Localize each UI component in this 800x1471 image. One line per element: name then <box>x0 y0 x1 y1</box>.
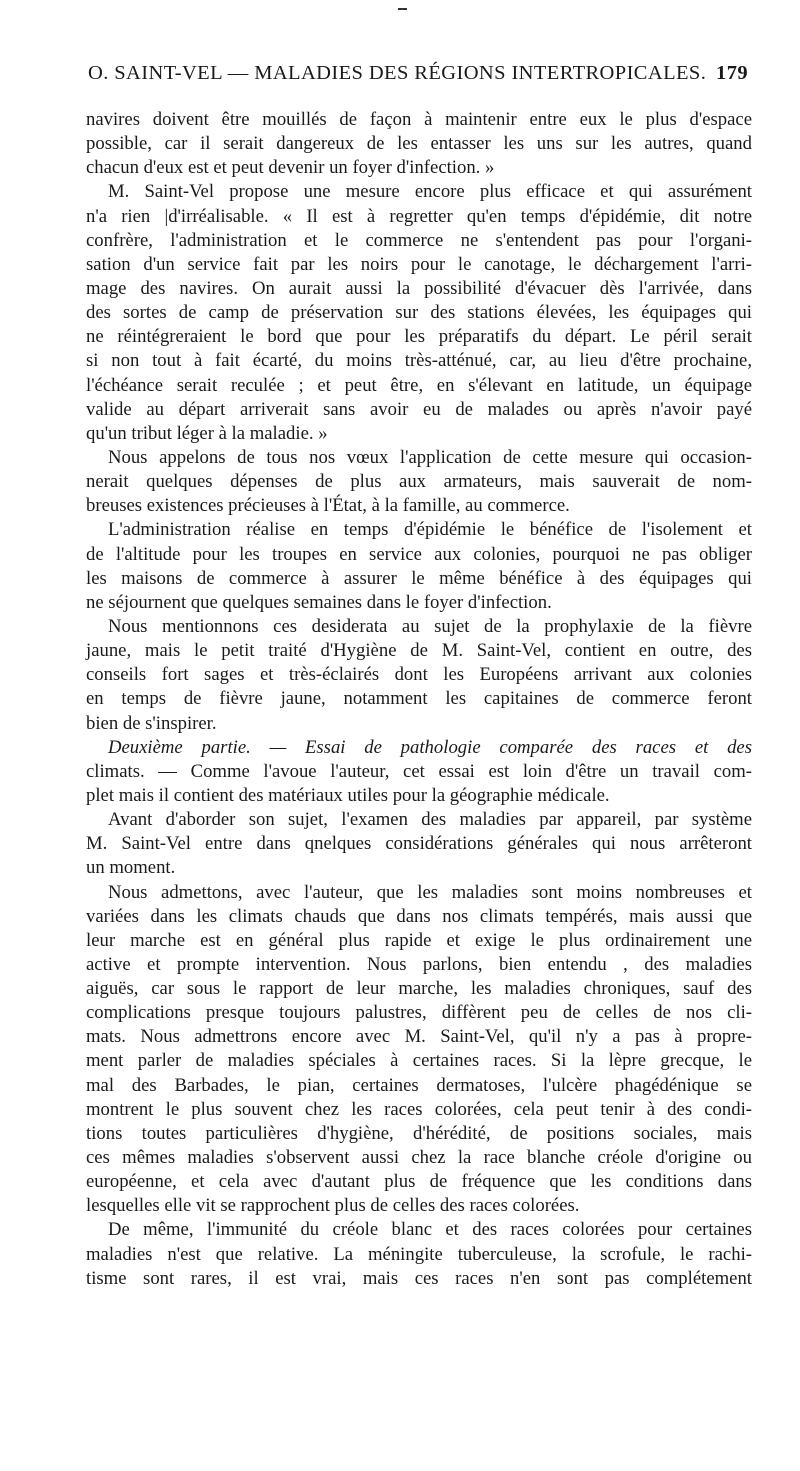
page-number: 179 <box>716 62 748 84</box>
text-line: si non tout à fait écarté, du moins très-atténué, car, au lieu d'être prochaine, <box>86 350 752 372</box>
text-line: sation d'un service fait par les noirs pour le canotage, le déchargement l'arri- <box>86 253 752 275</box>
text-line: climats. — Comme l'avoue l'auteur, cet essai est loin d'être un travail com- <box>86 760 752 782</box>
text-line: leur marche est en général plus rapide et exige le plus ordinairement une <box>86 929 752 951</box>
text-line: possible, car il serait dangereux de les entasser les uns sur les autres, quand <box>86 133 752 155</box>
text-line: nerait quelques dépenses de plus aux armateurs, mais sauverait de nom- <box>86 471 752 493</box>
text-line: les maisons de commerce à assurer le même bénéfice à des équipages qui <box>86 567 752 589</box>
text-line: active et prompte intervention. Nous parlons, bien entendu , des maladies <box>86 953 752 975</box>
running-title: O. SAINT-VEL — MALADIES DES RÉGIONS INTERTROPICALES. <box>88 62 707 84</box>
text-line: européenne, et cela avec d'autant plus de fréquence que les conditions dans <box>86 1171 752 1193</box>
text-line: Nous appelons de tous nos vœux l'application de cette mesure qui occasion- <box>108 446 752 468</box>
text-line: jaune, mais le petit traité d'Hygiène de M. Saint-Vel, contient en outre, des <box>86 640 752 662</box>
text-line: en temps de fièvre jaune, notamment les capitaines de commerce feront <box>86 688 752 710</box>
text-line: ne réintégreraient le bord que pour les préparatifs du départ. Le péril serait <box>86 326 752 348</box>
text-line: ment parler de maladies spéciales à certaines races. Si la lèpre grecque, le <box>86 1050 752 1072</box>
text-line: des sortes de camp de préservation sur des stations élevées, les équipages qui <box>86 302 752 324</box>
text-line: complications presque toujours palustres, diffèrent peu de celles de nos cli- <box>86 1002 752 1024</box>
text-line: M. Saint-Vel entre dans qnelques considérations générales qui nous arrêteront <box>86 833 752 855</box>
text-line: de l'altitude pour les troupes en service aux colonies, pourquoi ne pas obliger <box>86 543 752 565</box>
text-line: un moment. <box>86 857 176 879</box>
text-line: Nous admettons, avec l'auteur, que les maladies sont moins nombreuses et <box>108 881 752 903</box>
text-line: Deuxième partie. — Essai de pathologie comparée des races et des <box>108 736 752 758</box>
text-line: mats. Nous admettrons encore avec M. Saint-Vel, qu'il n'y a pas à propre- <box>86 1026 752 1048</box>
text-line: tisme sont rares, il est vrai, mais ces races n'en sont pas complétement <box>86 1267 752 1289</box>
text-line: ne séjournent que quelques semaines dans le foyer d'infection. <box>86 591 552 613</box>
body-text <box>86 108 752 1291</box>
text-line: M. Saint-Vel propose une mesure encore plus efficace et qui assurément <box>108 181 752 203</box>
running-head <box>88 62 748 92</box>
text-line: plet mais il contient des matériaux utiles pour la géographie médicale. <box>86 784 610 806</box>
text-line: maladies n'est que relative. La méningite tuberculeuse, la scrofule, le rachi- <box>86 1243 752 1265</box>
text-line: l'échéance serait reculée ; et peut être, en s'élevant en latitude, un équipage <box>86 374 752 396</box>
text-line: L'administration réalise en temps d'épidémie le bénéfice de l'isolement et <box>108 519 752 541</box>
text-line: n'a rien |d'irréalisable. « Il est à regretter qu'en temps d'épidémie, dit notre <box>86 205 752 227</box>
print-mark <box>398 8 407 10</box>
text-line: aiguës, car sous le rapport de leur marche, les maladies chroniques, sauf des <box>86 978 752 1000</box>
text-line: ces mêmes maladies s'observent aussi chez la race blanche créole d'origine ou <box>86 1147 752 1169</box>
text-line: breuses existences précieuses à l'État, à la famille, au commerce. <box>86 495 570 517</box>
text-line: tions toutes particulières d'hygiène, d'hérédité, de positions sociales, mais <box>86 1122 752 1144</box>
text-line: confrère, l'administration et le commerce ne s'entendent pas pour l'organi- <box>86 229 752 251</box>
text-line: chacun d'eux est et peut devenir un foyer d'infection. » <box>86 157 495 179</box>
text-line: qu'un tribut léger à la maladie. » <box>86 422 328 444</box>
text-line: bien de s'inspirer. <box>86 712 217 734</box>
text-line: navires doivent être mouillés de façon à maintenir entre eux le plus d'espace <box>86 109 752 130</box>
text-line: lesquelles elle vit se rapprochent plus de celles des races colorées. <box>86 1195 580 1217</box>
text-line: variées dans les climats chauds que dans nos climats tempérés, mais aussi que <box>86 905 752 927</box>
text-line: mage des navires. On aurait aussi la possibilité d'évacuer dès l'arrivée, dans <box>86 277 752 299</box>
text-line: montrent le plus souvent chez les races colorées, cela peut tenir à des condi- <box>86 1098 752 1120</box>
text-line: mal des Barbades, le pian, certaines dermatoses, l'ulcère phagédénique se <box>86 1074 752 1096</box>
text-line: conseils fort sages et très-éclairés dont les Européens arrivant aux colonies <box>86 664 752 686</box>
text-line: Avant d'aborder son sujet, l'examen des maladies par appareil, par système <box>108 809 752 831</box>
text-line: De même, l'immunité du créole blanc et des races colorées pour certaines <box>108 1219 752 1241</box>
text-line: Nous mentionnons ces desiderata au sujet de la prophylaxie de la fièvre <box>108 615 752 637</box>
text-line: valide au départ arriverait sans avoir eu de malades ou après n'avoir payé <box>86 398 752 420</box>
